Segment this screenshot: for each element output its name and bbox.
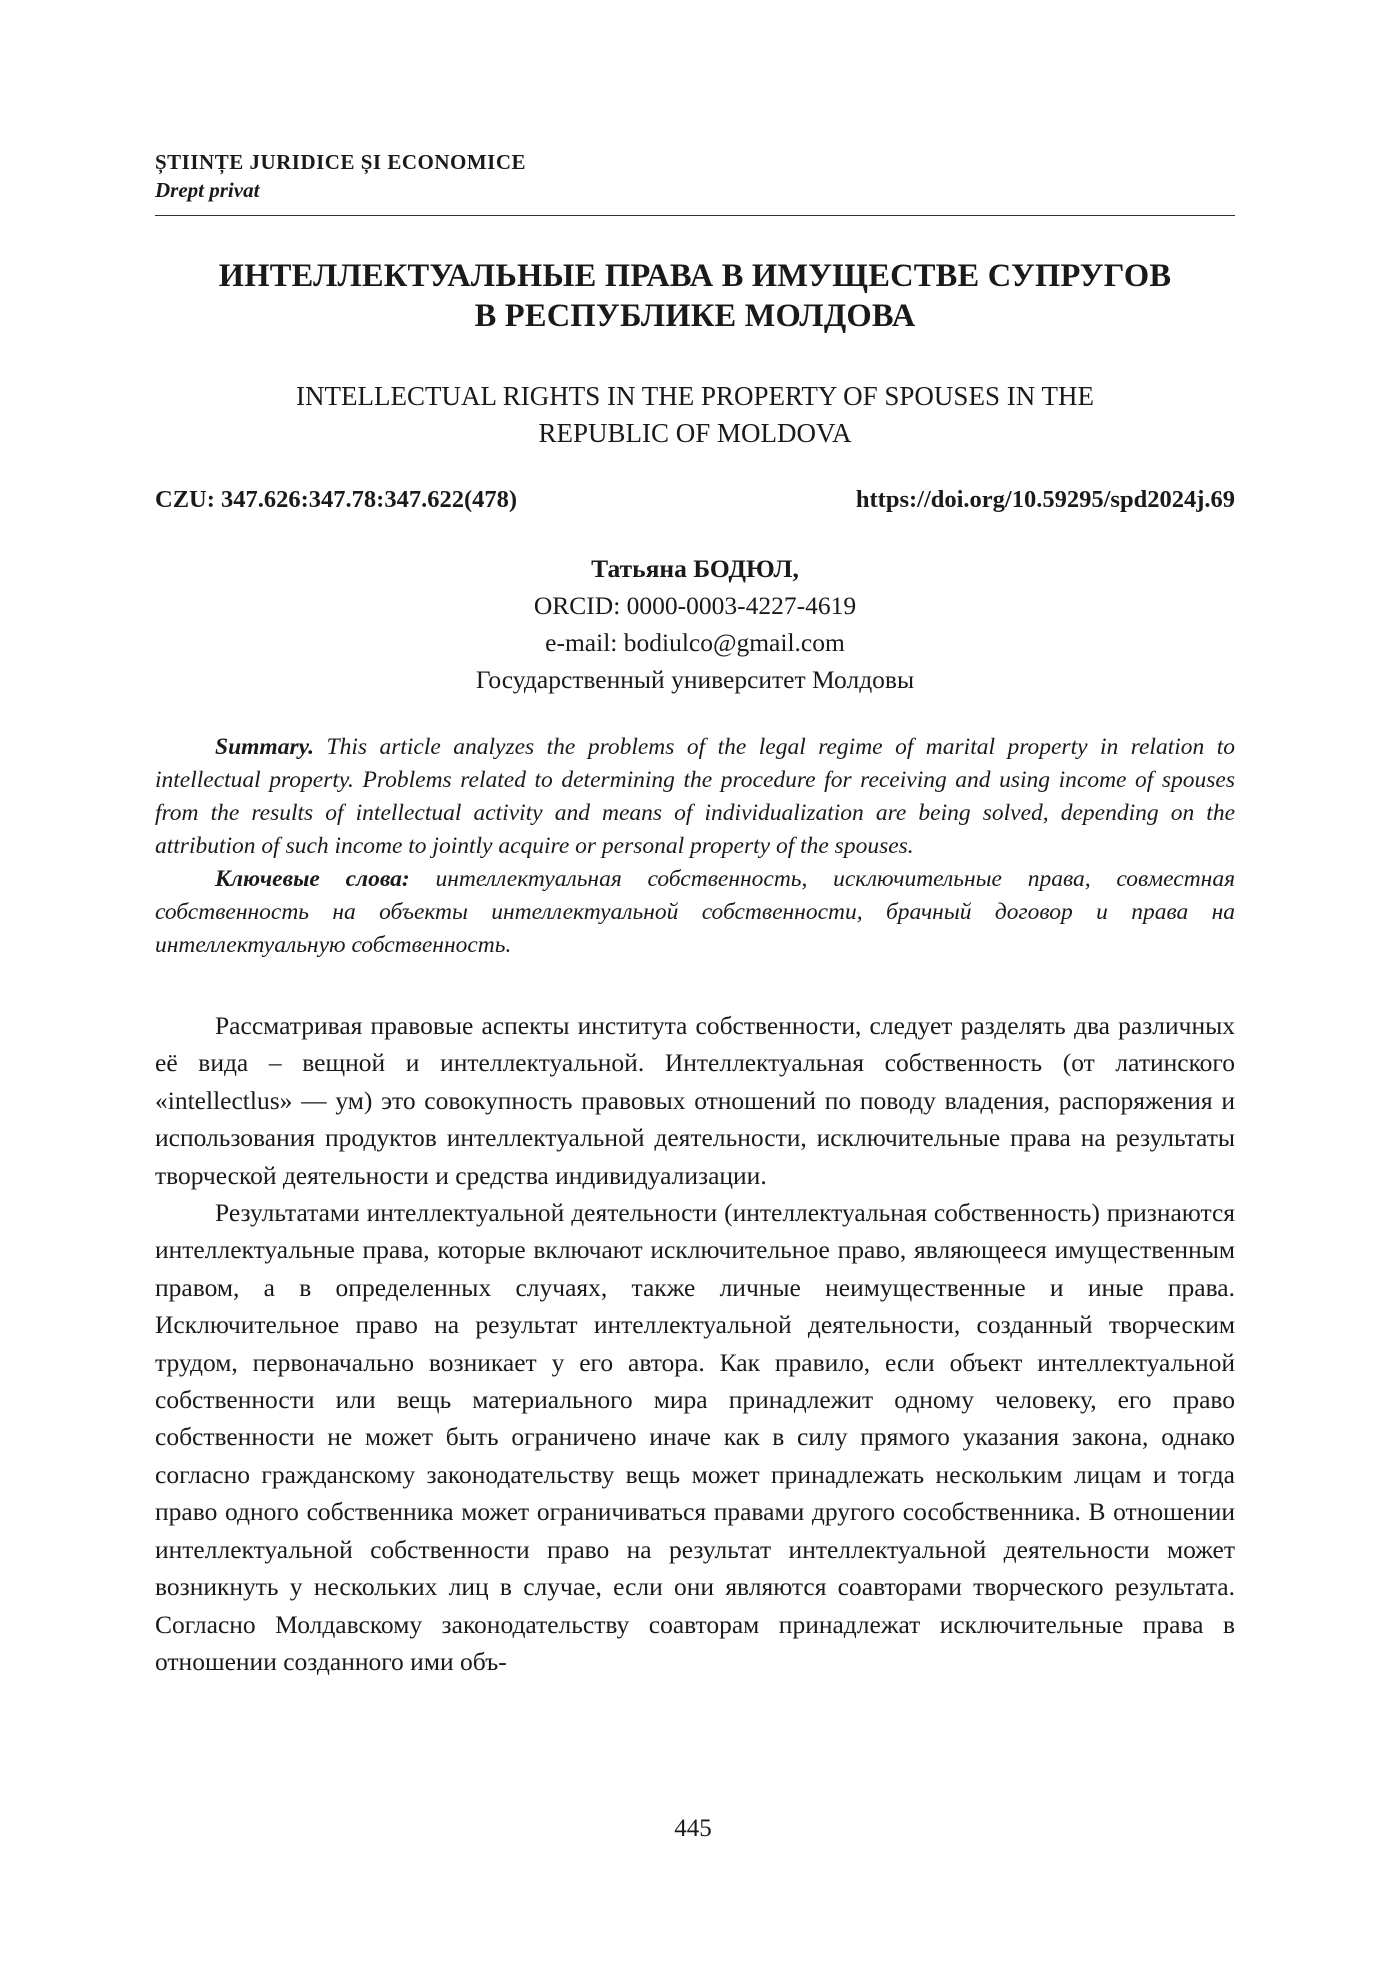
journal-subsection: Drept privat xyxy=(155,178,260,202)
keywords-text: интеллектуальная собственность, исключительные права, совместная собственность на объекты интеллектуальной собственности, брачный договор и права на интеллектуальную собственность. xyxy=(155,866,1236,958)
summary-text: This article analyzes the problems of the legal regime of marital property in relation to intellectual property. Problems related to determining the procedure for receiving and using income of spouses from the results of intellectual activity and means of individualization are being solved, depending on the attribution of such income to jointly acquire or personal property of the spouses. xyxy=(155,734,1236,859)
author-affiliation: Государственный университет Молдовы xyxy=(475,665,915,694)
page-number: 445 xyxy=(674,1815,712,1842)
title-russian xyxy=(155,256,1235,336)
keywords-label: Ключевые слова: xyxy=(215,866,410,892)
author-name: Татьяна БОДЮЛ, xyxy=(591,554,799,583)
page xyxy=(155,150,1235,1680)
running-head xyxy=(155,150,1235,203)
title-english-line-1: INTELLECTUAL RIGHTS IN THE PROPERTY OF SPOUSES IN THE xyxy=(296,381,1094,411)
title-russian-line-2: В РЕСПУБЛИКЕ МОЛДОВА xyxy=(474,298,916,334)
author-block xyxy=(155,550,1235,698)
journal-section: ȘTIINȚE JURIDICE ȘI ECONOMICE xyxy=(155,150,526,174)
doi-link[interactable]: https://doi.org/10.59295/spd2024j.69 xyxy=(855,486,1235,513)
keywords-paragraph xyxy=(155,863,1235,962)
article-body xyxy=(155,1007,1235,1680)
author-orcid: ORCID: 0000-0003-4227-4619 xyxy=(533,591,857,620)
body-paragraph-1: Рассматривая правовые аспекты института собственности, следует разделять два различных её вида – вещной и интеллектуальной. Интеллектуальная собственность (от латинского «intellectlus» — ум) это совокупность правовых отношений по поводу владения, распоряжения и использования продуктов интеллектуальной деятельности, исключительные права на результаты творческой деятельности и средства индивидуализации. xyxy=(155,1011,1235,1190)
summary-label: Summary. xyxy=(215,734,315,760)
czu-code: CZU: 347.626:347.78:347.622(478) xyxy=(155,486,518,513)
author-email[interactable]: e-mail: bodiulco@gmail.com xyxy=(545,628,845,657)
title-english-line-2: REPUBLIC OF MOLDOVA xyxy=(538,418,852,448)
title-russian-line-1: ИНТЕЛЛЕКТУАЛЬНЫЕ ПРАВА В ИМУЩЕСТВЕ СУПРУГОВ xyxy=(218,258,1172,294)
identifiers-row xyxy=(155,486,1235,514)
body-paragraph-2: Результатами интеллектуальной деятельности (интеллектуальная собственность) признаются интеллектуальные права, которые включают исключительное право, являющееся имущественным правом, а в определенных случаях, также личные неимущественные и иные права. Исключительное право на результат интеллектуальной деятельности, созданный творческим трудом, первоначально возникает у его автора. Как правило, если объект интеллектуальной собственности или вещь материального мира принадлежит одному человеку, его право собственности не может быть ограничено иначе как в силу прямого указания закона, однако согласно гражданскому законодательству вещь может принадлежать нескольким лицам и тогда право одного собственника может ограничиваться правами другого сособственника. В отношении интеллектуальной собственности право на результат интеллектуальной деятельности может возникнуть у нескольких лиц в случае, если они являются соавторами творческого результата. Согласно Молдавскому законодательству соавторам принадлежат исключительные права в отношении созданного ими объ- xyxy=(155,1198,1235,1676)
header-rule xyxy=(155,215,1235,216)
summary-paragraph xyxy=(155,731,1235,863)
abstract xyxy=(155,731,1235,962)
title-english xyxy=(155,378,1235,452)
